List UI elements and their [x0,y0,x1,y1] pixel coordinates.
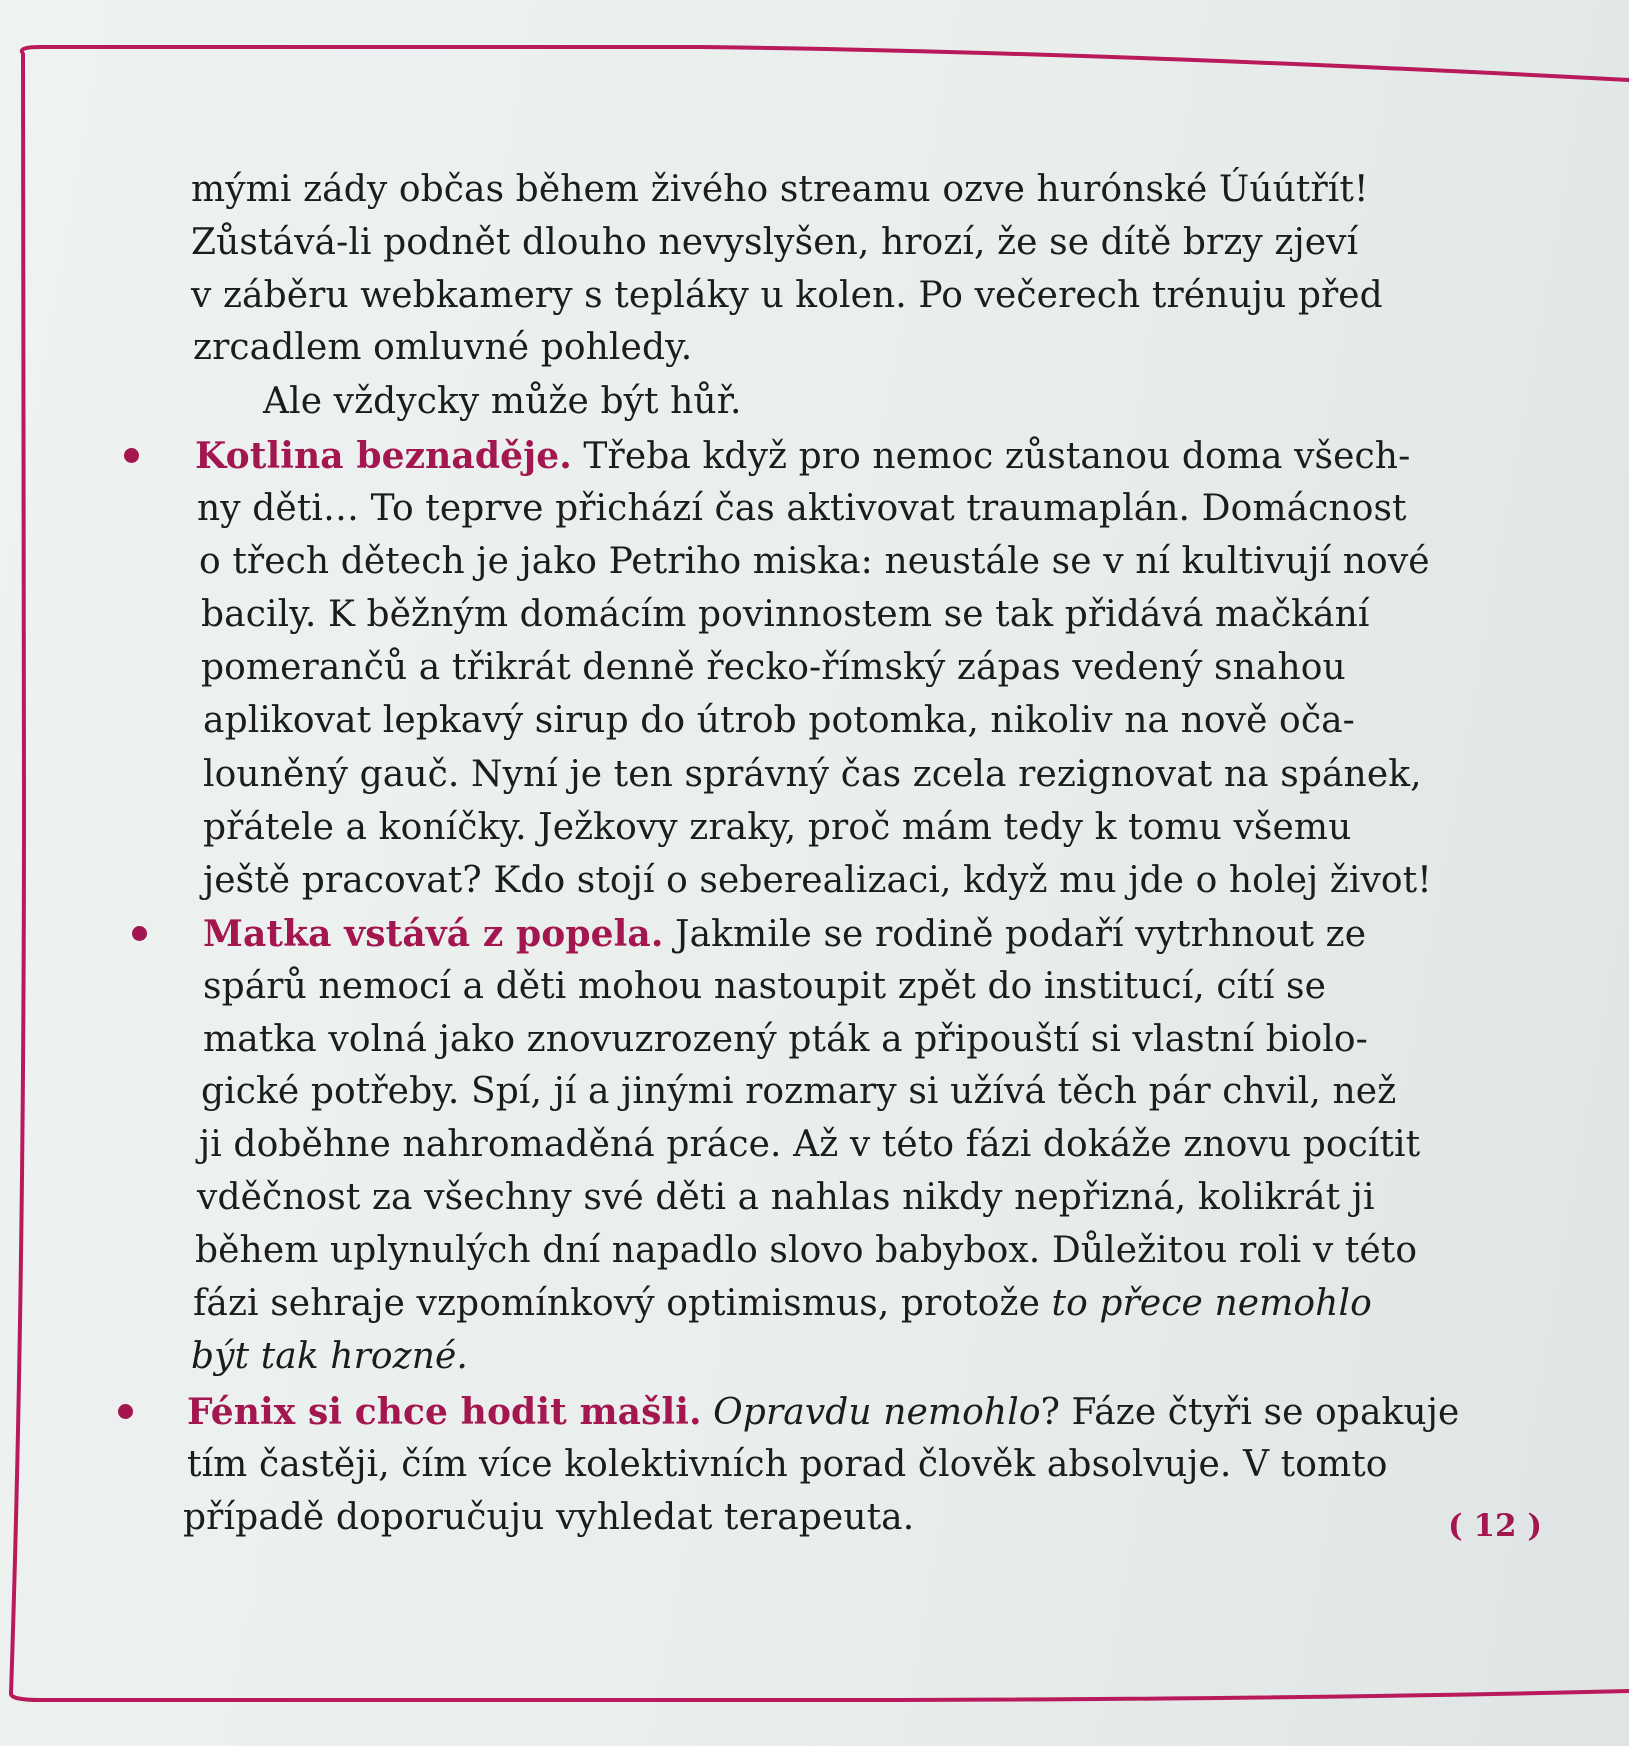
phase-line: matka volná jako znovuzrozený pták a připouští si vlastní biolo- [203,1019,1368,1060]
phase-text: Třeba když pro nemoc zůstanou doma všech- [571,436,1411,477]
phase-text: ? Fáze čtyři se opakuje [1040,1392,1460,1433]
phase-line: aplikovat lepkavý sirup do útrob potomka, nikoliv na nově oča- [203,700,1355,741]
phase-line [193,1278,1372,1330]
phase-line: louněný gauč. Nyní je ten správný čas zcela rezignovat na spánek, [203,754,1422,795]
phase-title: Kotlina beznaděje. [195,435,572,477]
bullet-icon [132,926,147,941]
phase-line: o třech dětech je jako Petriho miska: neustále se v ní kultivují nové [199,541,1430,582]
phase-line: během uplynulých dní napadlo slovo babybox. Důležitou roli v této [195,1230,1418,1271]
phase-line: tím častěji, čím více kolektivních porad člověk absolvuje. V tomto [187,1444,1388,1485]
phase-title: Fénix si chce hodit mašli. [187,1391,702,1433]
bullet-icon [124,448,139,463]
phase-line: být tak hrozné. [191,1336,468,1377]
bullet-icon [118,1404,133,1419]
intro-line: v záběru webkamery s tepláky u kolen. Po večerech trénuju před [191,275,1383,316]
phase-line: případě doporučuju vyhledat terapeuta. [183,1497,915,1538]
phase-italic-text: Opravdu nemohlo [701,1392,1041,1433]
phase-line: ještě pracovat? Kdo stojí o seberealizaci, když mu jde o holej život! [203,860,1432,901]
intro-line: mými zády občas během živého streamu ozve hurónské Úúútřít! [191,169,1369,210]
intro-after-line: Ale vždycky může být hůř. [263,381,742,422]
phase-first-line [203,908,1367,961]
phase-line: ny děti… To teprve přichází čas aktivovat traumaplán. Domácnost [197,488,1407,529]
phase-first-line [187,1386,1460,1439]
phase-line: vděčnost za všechny své děti a nahlas nikdy nepřizná, kolikrát ji [197,1177,1375,1218]
phase-line: spárů nemocí a děti mohou nastoupit zpět do institucí, cítí se [203,966,1326,1007]
phase-line: přátele a koníčky. Ježkovy zraky, proč mám tedy k tomu všemu [203,807,1352,848]
page-number: ( 12 ) [1448,1508,1543,1544]
phase-title: Matka vstává z popela. [203,913,664,955]
phase-text: Jakmile se rodině podaří vytrhnout ze [663,914,1367,955]
intro-line: Zůstává-li podnět dlouho nevyslyšen, hrozí, že se dítě brzy zjeví [191,222,1359,263]
phase-line: pomerančů a třikrát denně řecko-římský zápas vedený snahou [201,647,1346,688]
phase-italic-text: to přece nemohlo [1051,1283,1372,1324]
phase-line: gické potřeby. Spí, jí a jinými rozmary si užívá těch pár chvil, než [201,1071,1397,1112]
phase-first-line [195,430,1411,483]
intro-line: zrcadlem omluvné pohledy. [193,327,693,368]
phase-text: fázi sehraje vzpomínkový optimismus, protože [193,1283,1052,1324]
phase-line: bacily. K běžným domácím povinnostem se tak přidává mačkání [201,594,1370,635]
phase-line: ji doběhne nahromaděná práce. Až v této fázi dokáže znovu pocítit [199,1124,1421,1165]
